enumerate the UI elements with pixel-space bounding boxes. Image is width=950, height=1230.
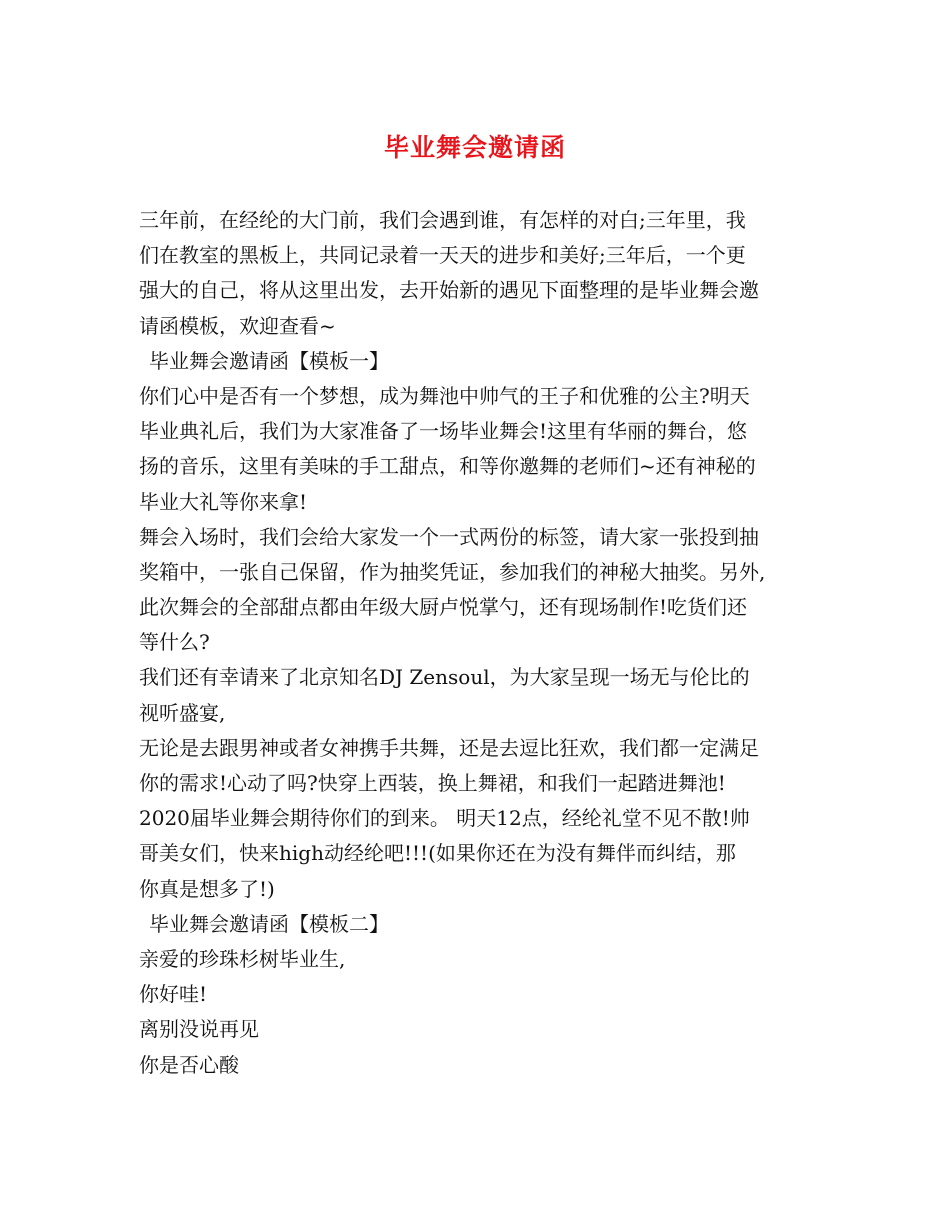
body-line: 等什么? (139, 630, 210, 655)
body-line: 们在教室的黑板上，共同记录着一天天的进步和美好;三年后，一个更 (139, 243, 746, 268)
body-line: 2020届毕业舞会期待你们的到来。 明天12点，经纶礼堂不见不散!帅 (139, 806, 750, 831)
body-line: 你好哇! (139, 982, 208, 1007)
section-heading-template-two: 毕业舞会邀请函【模板二】 (149, 911, 389, 936)
body-line: 此次舞会的全部甜点都由年级大厨卢悦掌勺，还有现场制作!吃货们还 (139, 595, 748, 620)
document-title: 毕业舞会邀请函 (383, 133, 566, 162)
body-line: 你的需求!心动了吗?快穿上西装，换上舞裙，和我们一起踏进舞池! (139, 771, 726, 795)
body-line: 视听盛宴, (139, 700, 226, 725)
body-line: 我们还有幸请来了北京知名DJ Zensoul，为大家呈现一场无与伦比的 (139, 665, 750, 690)
body-line: 请函模板，欢迎查看~ (139, 313, 336, 338)
body-line: 亲爱的珍珠杉树毕业生, (139, 946, 346, 971)
body-line: 离别没说再见 (139, 1017, 259, 1042)
section-heading-template-one: 毕业舞会邀请函【模板一】 (149, 348, 389, 373)
body-line: 舞会入场时，我们会给大家发一个一式两份的标签，请大家一张投到抽 (139, 524, 759, 549)
body-line: 奖箱中，一张自己保留，作为抽奖凭证，参加我们的神秘大抽奖。另外, (139, 559, 766, 584)
body-line: 扬的音乐，这里有美味的手工甜点，和等你邀舞的老师们~还有神秘的 (139, 454, 756, 479)
body-line: 毕业大礼等你来拿! (139, 489, 308, 514)
body-line: 三年前，在经纶的大门前，我们会遇到谁，有怎样的对白;三年里，我 (139, 208, 746, 232)
body-line: 你们心中是否有一个梦想，成为舞池中帅气的王子和优雅的公主?明天 (139, 383, 750, 408)
body-line: 你真是想多了!) (139, 876, 275, 901)
document-body (139, 203, 819, 1083)
body-line: 强大的自己，将从这里出发，去开始新的遇见下面整理的是毕业舞会邀 (139, 278, 759, 303)
body-line: 你是否心酸 (139, 1052, 239, 1077)
body-line: 无论是去跟男神或者女神携手共舞，还是去逗比狂欢，我们都一定满足 (139, 735, 759, 760)
body-line: 哥美女们，快来high动经纶吧!!!(如果你还在为没有舞伴而纠结，那 (139, 841, 736, 866)
body-line: 毕业典礼后，我们为大家准备了一场毕业舞会!这里有华丽的舞台，悠 (139, 419, 748, 444)
